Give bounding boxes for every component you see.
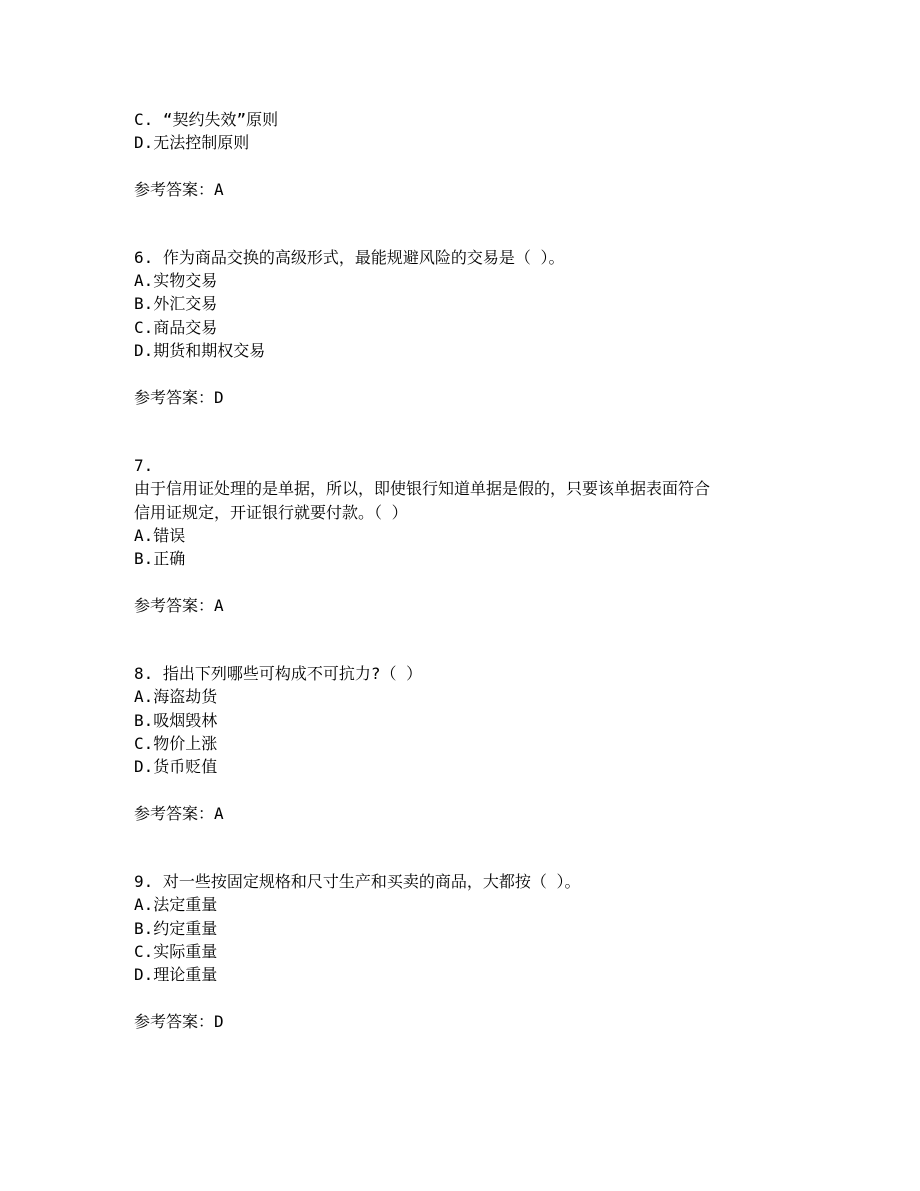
option-a: A.实物交易	[134, 271, 218, 290]
answer-6: 参考答案：D	[134, 388, 224, 407]
answer-8: 参考答案：A	[134, 804, 224, 823]
question-9: 9. 对一些按固定规格和尺寸生产和买卖的商品，大都按（ ）。	[134, 872, 581, 891]
question-7-number: 7.	[134, 456, 154, 475]
question-8: 8. 指出下列哪些可构成不可抗力?（ ）	[134, 664, 423, 683]
option-c: C. “契约失效”原则	[134, 110, 279, 129]
answer-9: 参考答案：D	[134, 1012, 224, 1031]
option-d: D.货币贬值	[134, 757, 218, 776]
option-d: D.无法控制原则	[134, 133, 250, 152]
option-c: C.物价上涨	[134, 734, 218, 753]
answer-7: 参考答案：A	[134, 596, 224, 615]
option-c: C.商品交易	[134, 318, 218, 337]
question-7-text-line1: 由于信用证处理的是单据，所以，即使银行知道单据是假的，只要该单据表面符合	[134, 479, 711, 498]
option-b: B.正确	[134, 549, 186, 568]
option-c: C.实际重量	[134, 942, 218, 961]
option-b: B.吸烟毁林	[134, 711, 218, 730]
option-a: A.错误	[134, 526, 186, 545]
option-a: A.海盗劫货	[134, 687, 218, 706]
option-d: D.理论重量	[134, 965, 218, 984]
question-7-text-line2: 信用证规定，开证银行就要付款。（ ）	[134, 503, 408, 522]
option-b: B.约定重量	[134, 919, 218, 938]
option-d: D.期货和期权交易	[134, 341, 266, 360]
option-b: B.外汇交易	[134, 294, 218, 313]
question-6: 6. 作为商品交换的高级形式，最能规避风险的交易是（ ）。	[134, 248, 565, 267]
answer-5: 参考答案：A	[134, 180, 224, 199]
option-a: A.法定重量	[134, 895, 218, 914]
